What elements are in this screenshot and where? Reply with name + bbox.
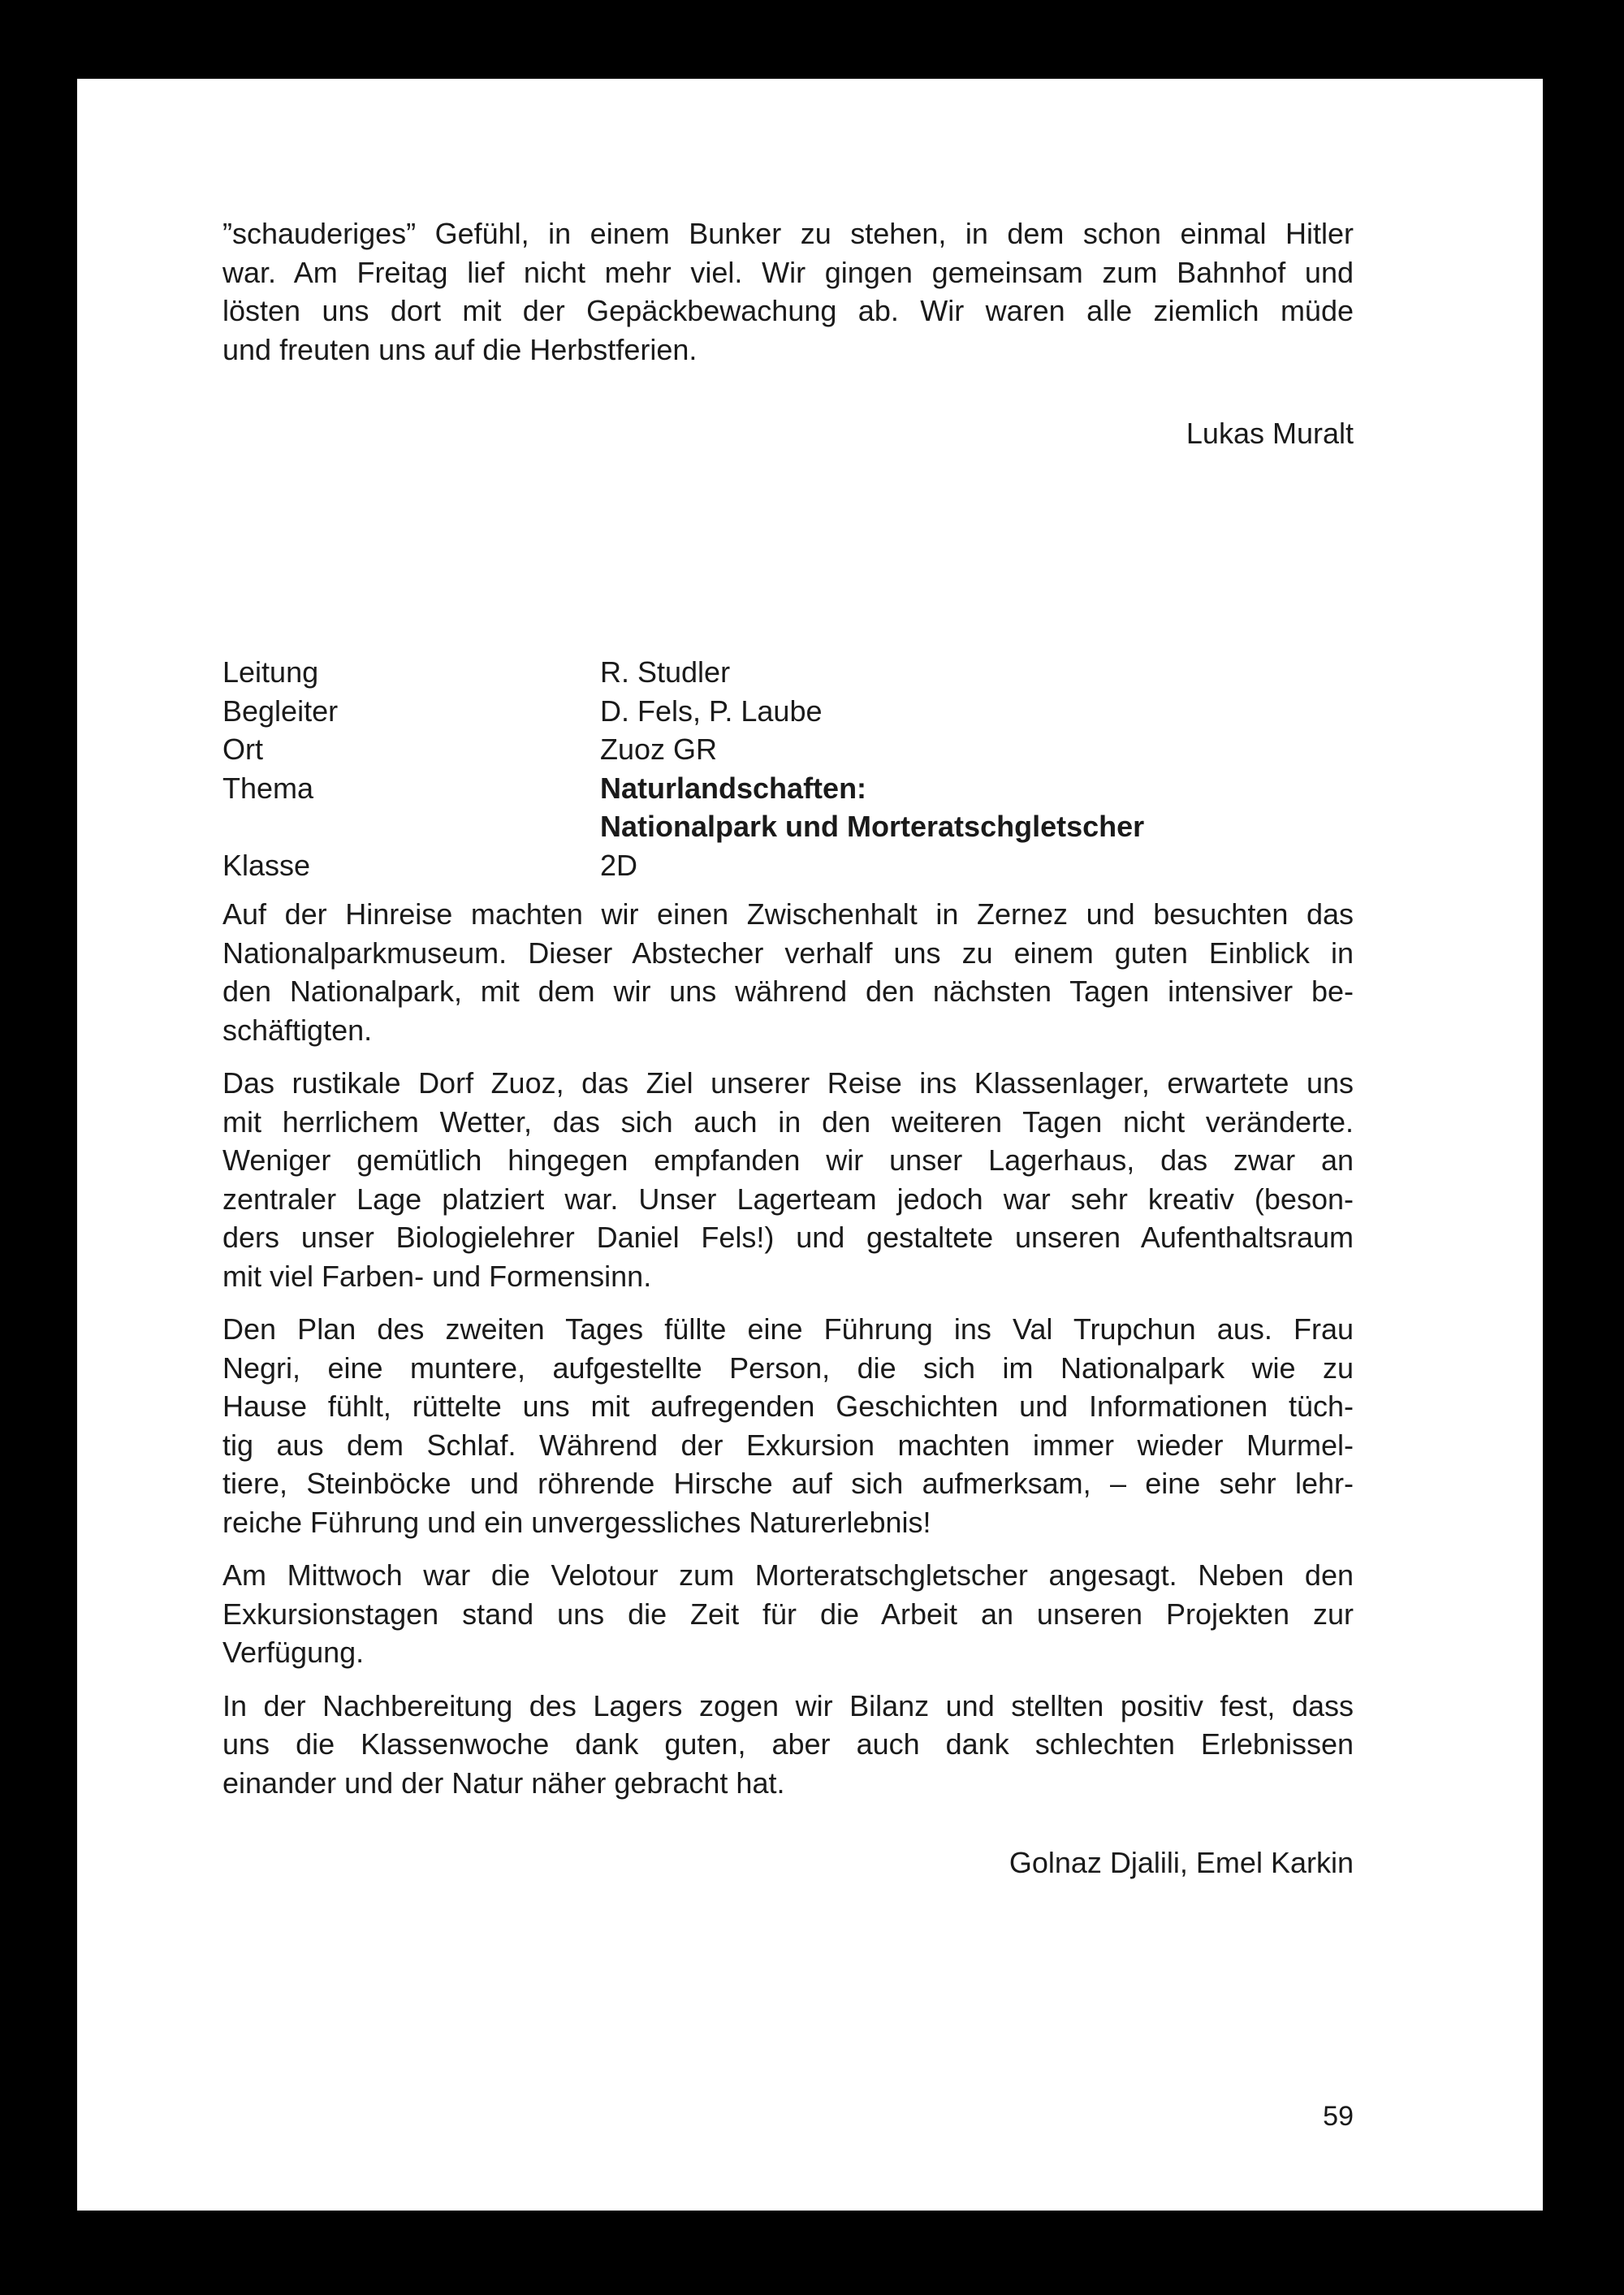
article-paragraph — [222, 1310, 1354, 1541]
info-label — [222, 807, 600, 846]
info-row — [222, 692, 1144, 731]
article-authors: Golnaz Djalili, Emel Karkin — [1009, 1846, 1354, 1879]
text-line: In der Nachbereitung des Lagers zogen wir Bilanz und stellten positiv fest, dass — [222, 1688, 1354, 1722]
info-value: Naturlandschaften: — [600, 771, 867, 805]
text-line: Negri, eine muntere, aufgestellte Person, die sich im Nationalpark wie zu — [222, 1351, 1354, 1385]
text-line: schäftigten. — [222, 1013, 373, 1047]
text-line: Weniger gemütlich hingegen empfanden wir unser Lagerhaus, das zwar an — [222, 1143, 1354, 1177]
text-line: tig aus dem Schlaf. Während der Exkursion machten immer wieder Murmel- — [222, 1428, 1354, 1462]
article-paragraph — [222, 1556, 1354, 1672]
info-label: Klasse — [222, 848, 311, 882]
info-row — [222, 807, 1144, 846]
info-value: D. Fels, P. Laube — [600, 694, 823, 728]
intro-paragraph — [222, 214, 1354, 369]
text-line: tiere, Steinböcke und röhrende Hirsche auf sich aufmerksam, – eine sehr lehr- — [222, 1467, 1354, 1500]
text-line: Nationalparkmuseum. Dieser Abstecher verhalf uns zu einem guten Einblick in — [222, 936, 1354, 970]
text-line: Das rustikale Dorf Zuoz, das Ziel unserer Reise ins Klassenlager, erwartete uns — [222, 1066, 1354, 1100]
text-line: Hause fühlt, rüttelte uns mit aufregenden Geschichten und Informationen tüch- — [222, 1390, 1354, 1423]
text-line: uns die Klassenwoche dank guten, aber auch dank schlechten Erlebnissen — [222, 1727, 1354, 1761]
intro-author: Lukas Muralt — [1186, 417, 1354, 450]
info-row — [222, 653, 1144, 692]
text-line: ders unser Biologielehrer Daniel Fels!) und gestaltete unseren Aufenthaltsraum — [222, 1221, 1354, 1254]
info-value: Zuoz GR — [600, 733, 718, 766]
document-page — [77, 79, 1543, 2211]
text-line: den Nationalpark, mit dem wir uns während den nächsten Tagen intensiver be- — [222, 975, 1354, 1008]
text-line: und freuten uns auf die Herbstferien. — [222, 332, 698, 366]
info-table — [222, 653, 1144, 884]
info-label: Leitung — [222, 655, 319, 689]
text-line: einander und der Natur näher gebracht hat. — [222, 1766, 785, 1800]
text-line: mit herrlichem Wetter, das sich auch in den weiteren Tagen nicht veränderte. — [222, 1104, 1354, 1139]
article-paragraph — [222, 1064, 1354, 1295]
text-line: Verfügung. — [222, 1636, 365, 1669]
page-number: 59 — [1323, 2101, 1354, 2132]
text-line: war. Am Freitag lief nicht mehr viel. Wir gingen gemeinsam zum Bahnhof und — [222, 255, 1354, 289]
info-row — [222, 846, 1144, 885]
text-line: zentraler Lage platziert war. Unser Lagerteam jedoch war sehr kreativ (beson- — [222, 1182, 1354, 1216]
info-label: Begleiter — [222, 694, 339, 728]
text-line: Den Plan des zweiten Tages füllte eine Führung ins Val Trupchun aus. Frau — [222, 1312, 1354, 1346]
article-paragraph — [222, 1687, 1354, 1803]
article-paragraph — [222, 895, 1354, 1049]
info-value: Nationalpark und Morteratschgletscher — [600, 810, 1145, 843]
text-line: lösten uns dort mit der Gepäckbewachung ab. Wir waren alle ziemlich müde — [222, 294, 1354, 327]
text-line: reiche Führung und ein unvergessliches Naturerlebnis! — [222, 1505, 931, 1539]
info-value: 2D — [600, 848, 638, 882]
info-row — [222, 769, 1144, 808]
info-label: Ort — [222, 733, 263, 766]
text-line: Am Mittwoch war die Velotour zum Morteratschgletscher angesagt. Neben den — [222, 1558, 1354, 1592]
text-line: ”schauderiges” Gefühl, in einem Bunker zu stehen, in dem schon einmal Hitler — [222, 217, 1354, 250]
info-row — [222, 730, 1144, 769]
info-value: R. Studler — [600, 655, 731, 689]
text-line: Exkursionstagen stand uns die Zeit für die Arbeit an unseren Projekten zur — [222, 1597, 1354, 1631]
article-body — [222, 895, 1354, 1817]
info-label: Thema — [222, 771, 314, 805]
text-line: mit viel Farben- und Formensinn. — [222, 1259, 652, 1293]
text-line: Auf der Hinreise machten wir einen Zwischenhalt in Zernez und besuchten das — [222, 897, 1354, 931]
